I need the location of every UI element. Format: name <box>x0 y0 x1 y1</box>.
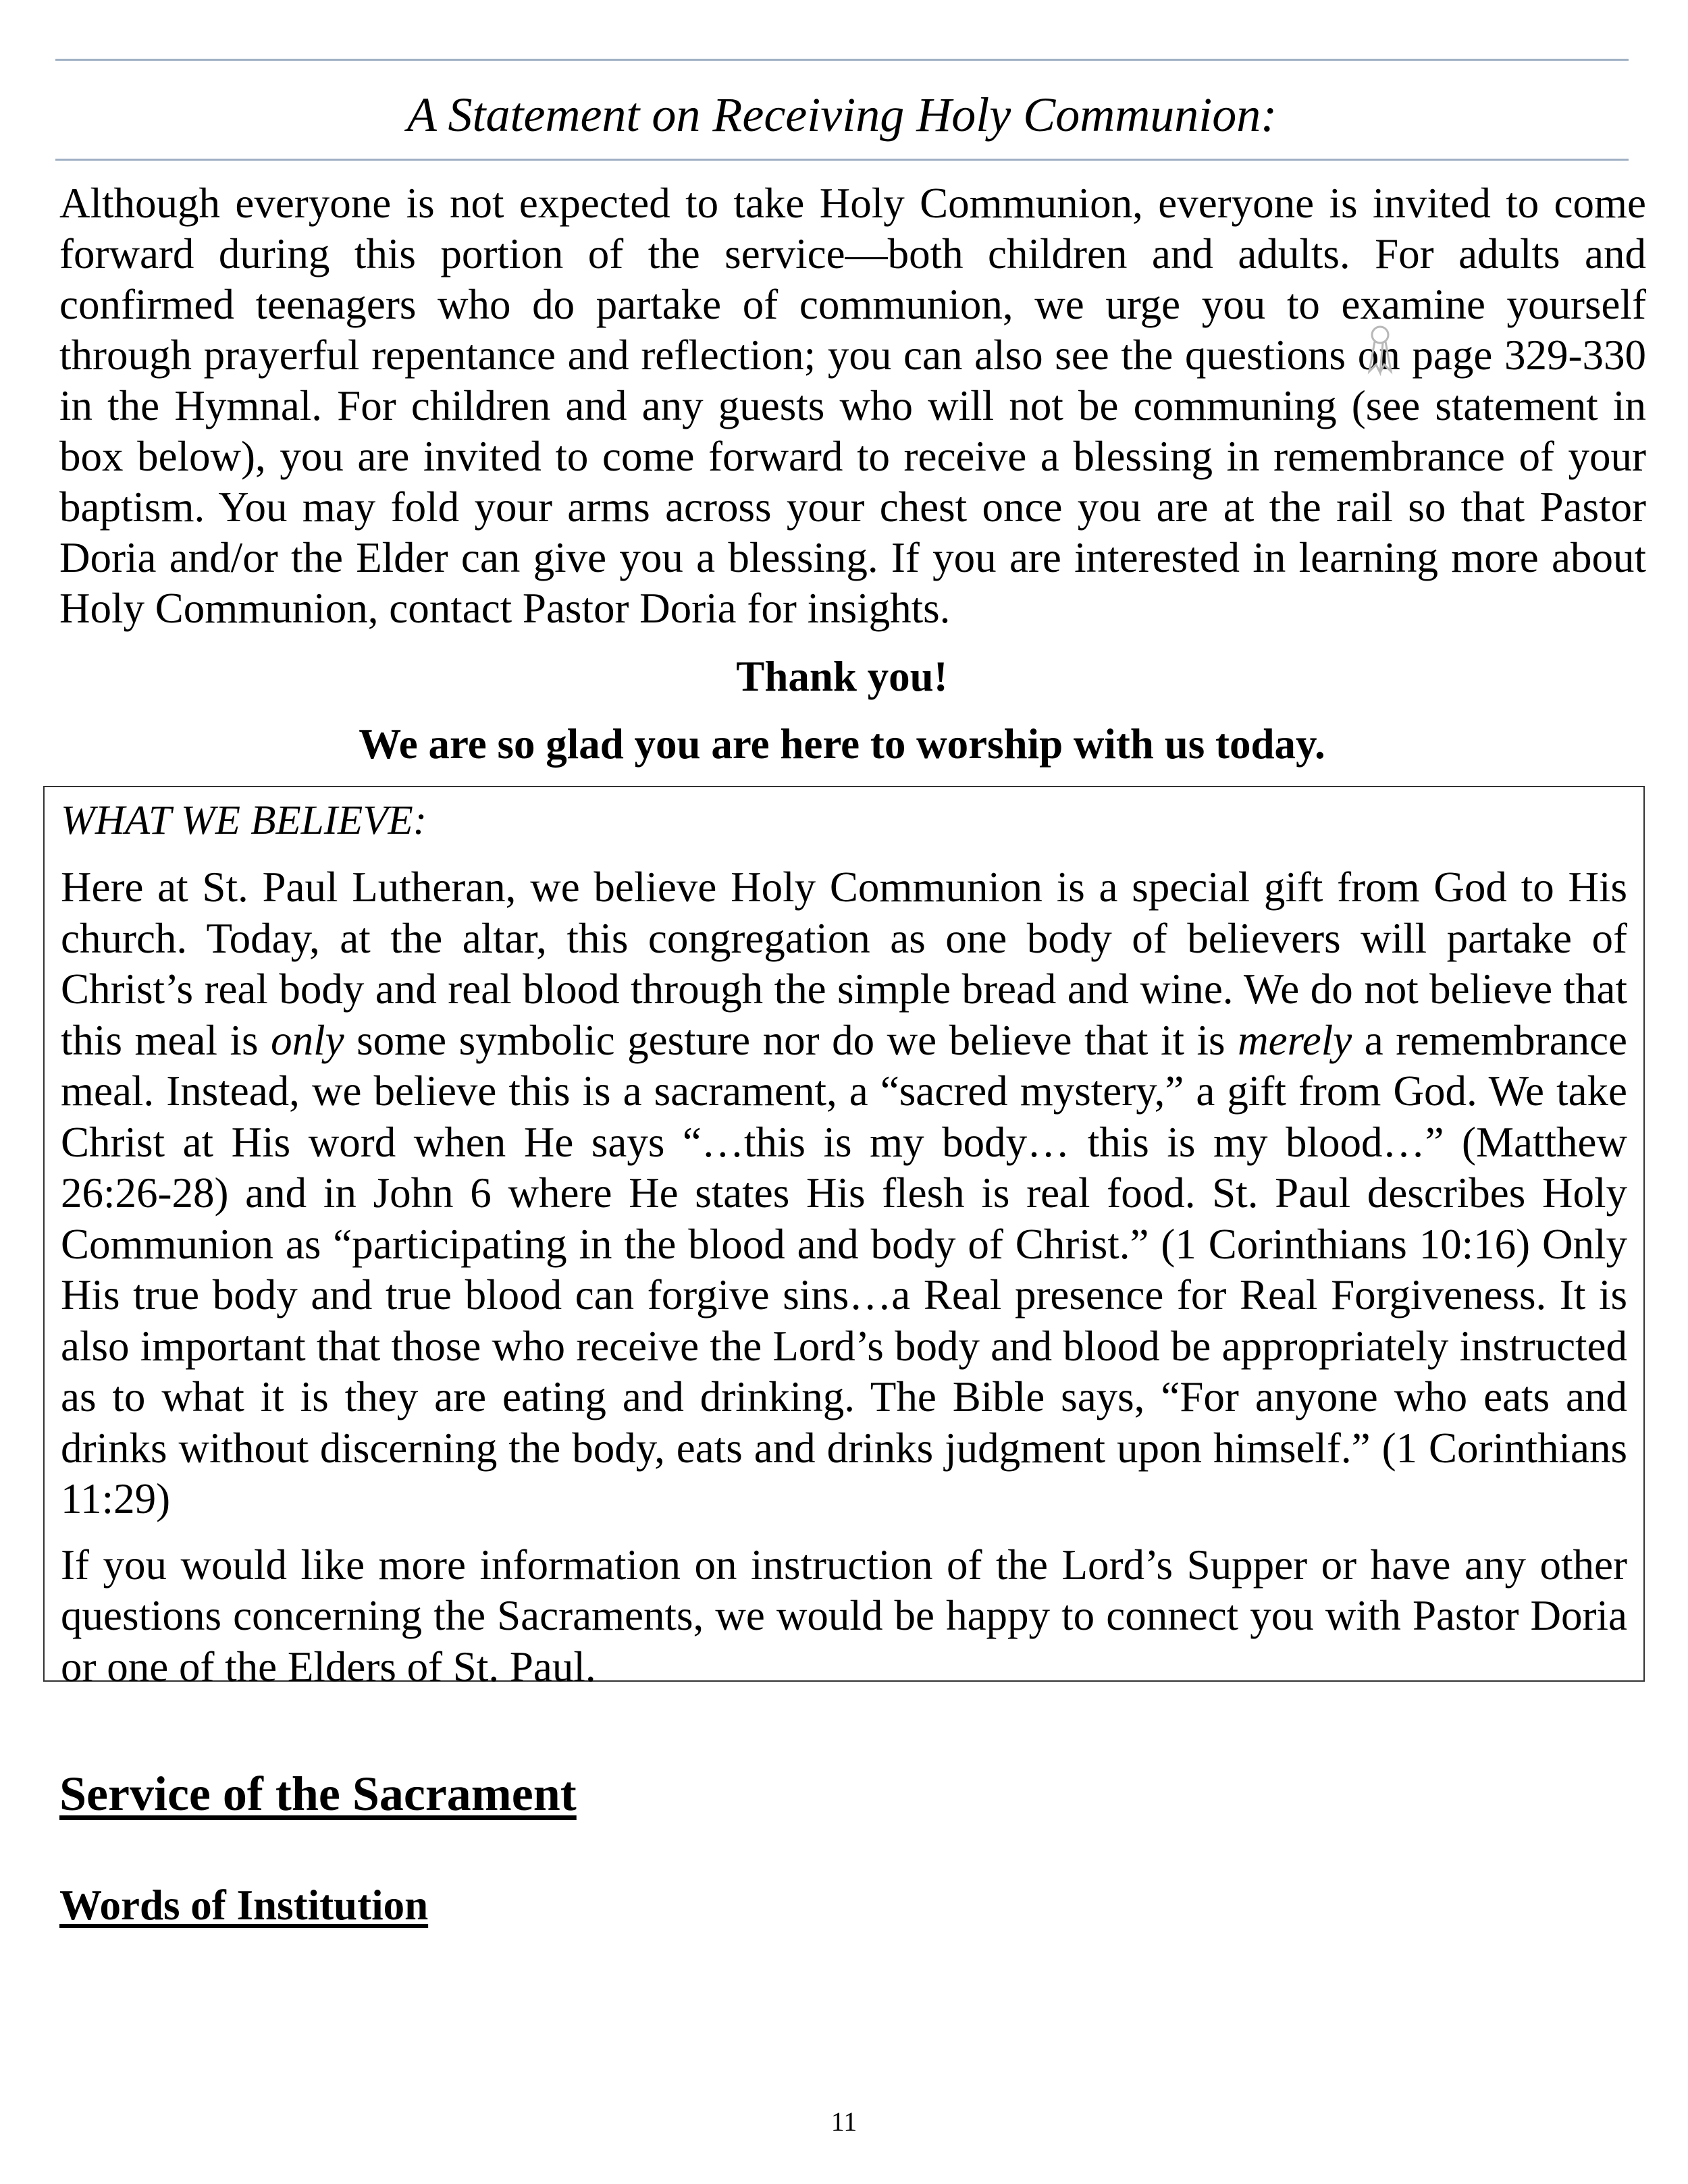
thank-you-line: Thank you! <box>736 653 948 700</box>
page-number: 11 <box>830 2106 858 2137</box>
box-heading: WHAT WE BELIEVE: <box>61 798 427 843</box>
page-title: A Statement on Receiving Holy Communion: <box>406 88 1277 142</box>
ribbon-icon <box>1365 323 1395 377</box>
belief-paragraph-1 <box>61 862 1627 1525</box>
belief-text-b: some symbolic gesture nor do we believe that it is <box>344 1016 1238 1064</box>
intro-paragraph: Although everyone is not expected to take Holy Communion, everyone is invited to come forward during this portion of the service—both children and adults. For adults and confirmed teenagers who do partake of communion, we urge you to examine yourself through prayerful repentance and reflection; you can also see the questions on page 329-330 in the Hymnal. For children and any guests who will not be communing (see statement in box below), you are invited to come forward to receive a blessing in remembrance of your baptism. You may fold your arms across your chest once you are at the rail so that Pastor Doria and/or the Elder can give you a blessing. If you are interested in learning more about Holy Communion, contact Pastor Doria for insights. <box>59 180 1646 632</box>
emphasis-merely: merely <box>1238 1016 1352 1064</box>
belief-text-c: a remembrance meal. Instead, we believe this is a sacrament, a “sacred mystery,” a gift from God. We take Christ at His word when He says “…this is my body… this is my blood…” (Matthew 26:26-28) and in John 6 where He states His flesh is real food. St. Paul describes Holy Communion as “participating in the blood and body of Christ.” (1 Corinthians 10:16) Only His true body and true blood can forgive sins…a Real presence for Real Forgiveness. It is also important that those who receive the Lord’s body and blood be appropriately instructed as to what it is they are eating and drinking. The Bible says, “For anyone who eats and drinks without discerning the body, eats and drinks judgment upon himself.” (1 Corinthians 11:29) <box>61 1016 1627 1522</box>
section-heading: Service of the Sacrament <box>59 1767 577 1821</box>
top-rule <box>55 59 1629 61</box>
what-we-believe-box <box>43 786 1645 1690</box>
emphasis-only: only <box>271 1016 344 1064</box>
welcome-line: We are so glad you are here to worship with us today. <box>359 720 1325 768</box>
belief-text-a: Here at St. Paul Lutheran, we believe Holy Communion is a special gift from God to His church. Today, at the altar, this congregation as one body of believers will partake of Christ’s real body and real blood through the simple bread and wine. We do not believe that this meal is <box>61 863 1627 1064</box>
title-underline-rule <box>55 159 1629 161</box>
subheading: Words of Institution <box>59 1882 429 1929</box>
belief-paragraph-2: If you would like more information on instruction of the Lord’s Supper or have any other questions concerning the Sacraments, we would be happy to connect you with Pastor Doria or one of the Elders of St. Paul. <box>61 1541 1627 1690</box>
intro-section <box>59 178 1646 634</box>
